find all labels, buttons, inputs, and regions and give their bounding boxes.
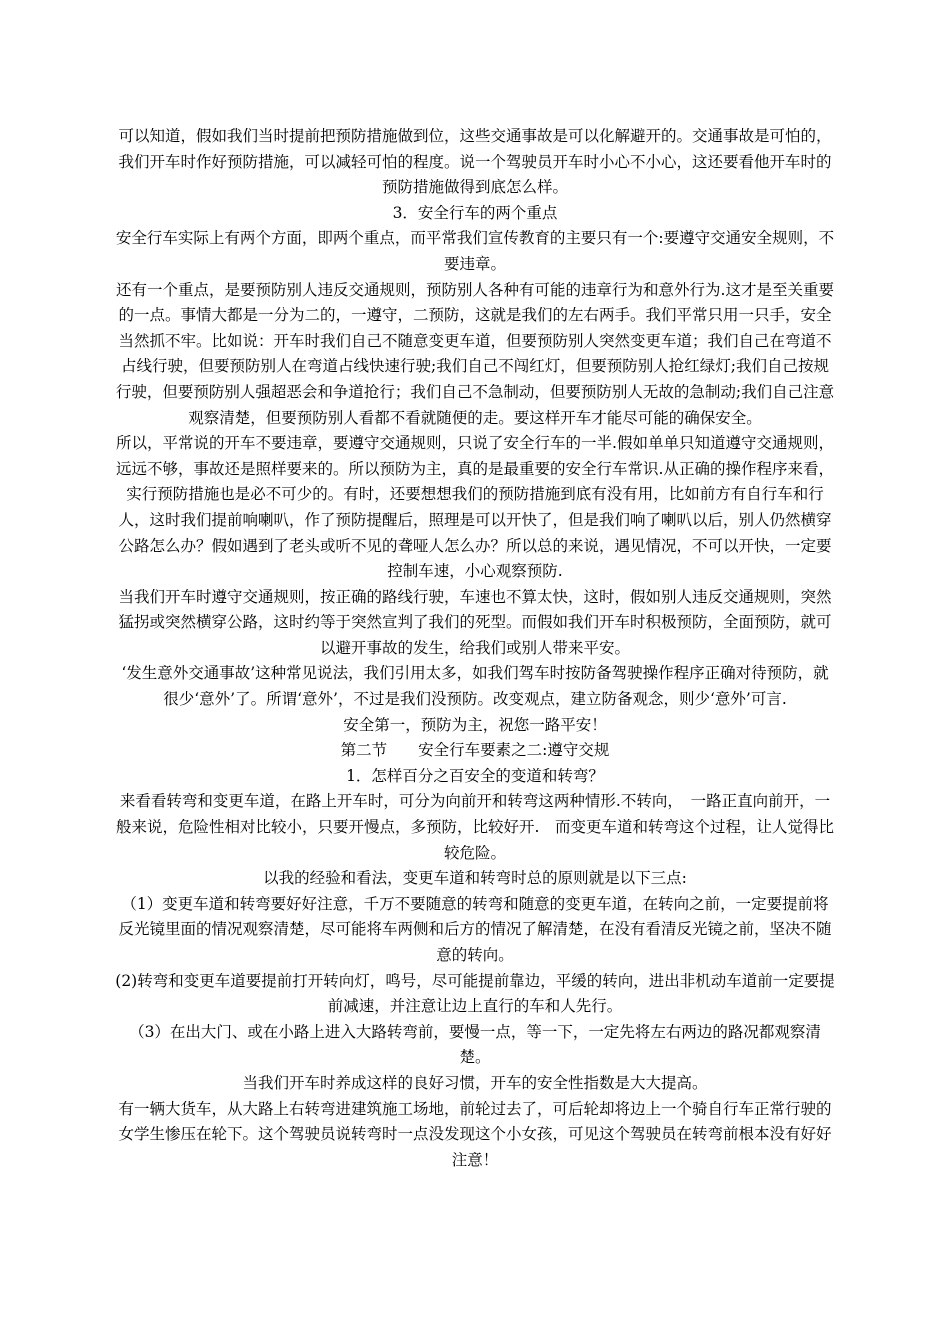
list-item-principle-3: （3）在出大门、或在小路上进入大路转弯前，要慢一点，等一下，一定先将左右两边的路况都观察清楚。 bbox=[129, 1022, 821, 1067]
list-item-principle-1: （1）变更车道和转弯要好好注意，千万不要随意的转弯和随意的变更车道，在转向之前，一定要提前将反光镜里面的情况观察清楚，尽可能将车两侧和后方的情况了解清楚，在没有看清反光镜之前，坚决不随意的转向。 bbox=[118, 894, 832, 964]
list-item-principle-2: (2)转弯和变更车道要提前打开转向灯，鸣号，尽可能提前靠边，平缓的转向，进出非机动车道前一定要提前减速，并注意让边上直行的车和人先行。 bbox=[115, 971, 835, 1016]
paragraph-accident-prevention: 可以知道，假如我们当时提前把预防措施做到位，这些交通事故是可以化解避开的。交通事故是可怕的，我们开车时作好预防措施，可以减轻可怕的程度。说一个驾驶员开车时小心不小心，这还要看他开车时的预防措施做得到底怎么样。 bbox=[118, 127, 832, 197]
heading-two-key-points: 3．安全行车的两个重点 bbox=[392, 203, 558, 222]
heading-lane-change-turning: 1．怎样百分之百安全的变道和转弯？ bbox=[346, 766, 604, 785]
paragraph-two-aspects: 安全行车实际上有两个方面，即两个重点，而平常我们宣传教育的主要只有一个:要遵守交通安全规则，不要违章。 bbox=[115, 229, 835, 273]
section-heading-obey-rules: 第二节 安全行车要素之二:遵守交规 bbox=[340, 741, 610, 760]
paragraph-accidents-unexpected: ‘发生意外交通事故’这种常见说法，我们引用太多，如我们驾车时按防备驾驶操作程序正确对待预防，就很少‘意外’了。所谓‘意外’，不过是我们没预防。改变观点，建立防备观念，则少‘意外’可言. bbox=[121, 664, 829, 709]
paragraph-truck-example: 有一辆大货车，从大路上右转弯进建筑施工场地，前轮过去了，可后轮却将边上一个骑自行车正常行驶的女学生惨压在轮下。这个驾驶员说转弯时一点没发现这个小女孩，可见这个驾驶员在转弯前根本没有好好注意！ bbox=[118, 1099, 832, 1169]
paragraph-good-habits: 当我们开车时养成这样的良好习惯，开车的安全性指数是大大提高。 bbox=[242, 1073, 708, 1092]
paragraph-three-principles: 以我的经验和看法，变更车道和转弯时总的原则就是以下三点: bbox=[263, 869, 687, 888]
paragraph-active-prevention: 当我们开车时遵守交通规则，按正确的路线行驶，车速也不算太快，这时，假如别人违反交通规则，突然猛拐或突然横穿公路，这时约等于突然宣判了我们的死型。而假如我们开车时积极预防，全面预防，就可以避开事故的发生，给我们或别人带来平安。 bbox=[118, 587, 832, 657]
slogan-safety-first: 安全第一，预防为主，祝您一路平安！ bbox=[343, 715, 607, 734]
paragraph-prevention-first: 所以，平常说的开车不要违章，要遵守交通规则，只说了安全行车的一半.假如单单只知道遵守交通规则，远远不够，事故还是照样要来的。所以预防为主，真的是最重要的安全行车常识.从正确的操作程序来看，实行预防措施也是必不可少的。有时，还要想想我们的预防措施到底有没有用，比如前方有自行车和行人，这时我们提前响喇叭，作了预防提醒后，照理是可以开快了，但是我们响了喇叭以后，别人仍然横穿公路怎么办？假如遇到了老头或听不见的聋哑人怎么办？所以总的来说，遇见情况，不可以开快，一定要控制车速，小心观察预防. bbox=[116, 434, 834, 581]
paragraph-turning-intro: 来看看转弯和变更车道，在路上开车时，可分为向前开和转弯这两种情形.不转向， 一路正直向前开，一般来说，危险性相对比较小，只要开慢点，多预防，比较好开. 而变更车道和转弯这个过程，让人觉得比较危险。 bbox=[116, 792, 834, 862]
paragraph-prevent-others-violations: 还有一个重点，是要预防别人违反交通规则，预防别人各种有可能的违章行为和意外行为.这才是至关重要的一点。事情大都是一分为二的，一遵守，二预防，这就是我们的左右两手。我们平常只用一只手，安全当然抓不牢。比如说：开车时我们自己不随意变更车道，但要预防别人突然变更车道；我们自己在弯道不占线行驶，但要预防别人在弯道占线快速行驶;我们自己不闯红灯，但要预防别人抢红绿灯;我们自己按规行驶，但要预防别人强超恶会和争道抢行；我们自己不急制动，但要预防别人无故的急制动;我们自己注意观察清楚，但要预防别人看都不看就随便的走。要这样开车才能尽可能的确保安全。 bbox=[115, 280, 835, 427]
document-body bbox=[115, 124, 835, 1173]
